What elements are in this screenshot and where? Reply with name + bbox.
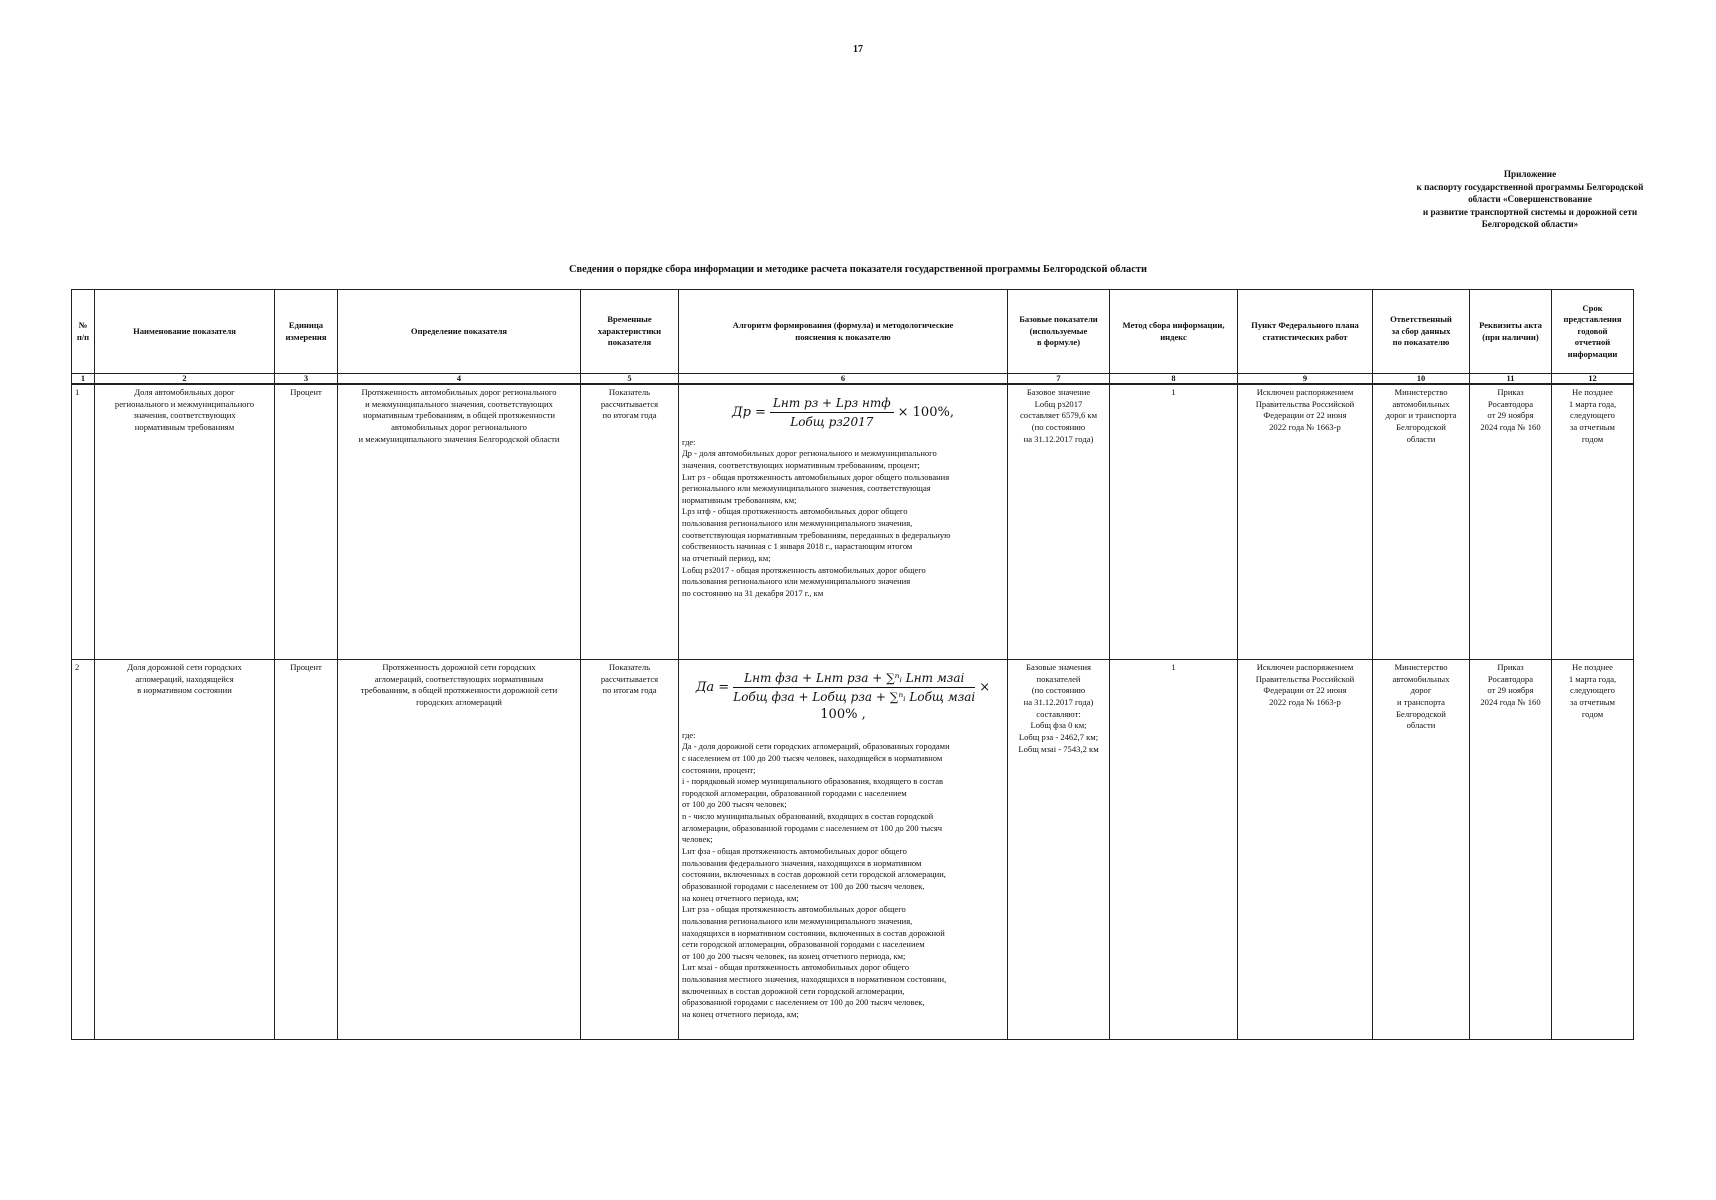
- explanation-line: Lнт фза - общая протяженность автомобильных дорог общего: [682, 846, 907, 857]
- column-number: 4: [338, 374, 581, 385]
- page-number: 17: [853, 44, 863, 55]
- column-header: [1470, 290, 1552, 374]
- explanation-line: Да - доля дорожной сети городских агломераций, образованных городами: [682, 741, 950, 752]
- reporting-deadline-line: Не позднее: [1572, 387, 1613, 397]
- column-number: 6: [679, 374, 1008, 385]
- explanation-line: Lнт рза - общая протяженность автомобильных дорог общего: [682, 904, 906, 915]
- base-values-line: на 31.12.2017 года): [1023, 697, 1094, 708]
- explanation-line: i - порядковый номер муниципального образования, входящего в состав: [682, 776, 944, 787]
- explanation-line: соответствующая нормативным требованиям, переданных в федеральную: [682, 529, 951, 540]
- indicator-name-line: регионального и межмуниципального: [114, 398, 255, 409]
- column-header-line: измерения: [285, 331, 327, 342]
- column-header-line: (при наличии): [1482, 331, 1539, 342]
- column-header: [338, 290, 581, 374]
- responsible-body-line: и транспорта: [1397, 697, 1445, 708]
- explanation-line: Lобщ рз2017 - общая протяженность автомобильных дорог общего: [682, 564, 926, 575]
- explanation-line: на отчетный период, км;: [682, 553, 771, 564]
- formula-lhs: Др =: [732, 404, 766, 420]
- column-header-line: отчетной: [1574, 337, 1611, 348]
- column-header-line: Алгоритм формирования (формула) и методологические: [732, 320, 954, 331]
- formula-numerator: Lнт рз + Lрз нтф: [770, 395, 894, 413]
- column-header: [1373, 290, 1470, 374]
- reporting-deadline-line: за отчетным: [1570, 697, 1615, 708]
- column-header-line: Реквизиты акта: [1479, 320, 1542, 331]
- federal-plan-item-line: Федерации от 22 июня: [1263, 410, 1347, 421]
- explanation-line: где:: [682, 729, 696, 740]
- column-header-line: годовой: [1577, 325, 1608, 336]
- explanation-line: собственность начиная с 1 января 2018 г., нарастающим итогом: [682, 541, 913, 552]
- time-characteristic-line: рассчитывается: [600, 673, 659, 684]
- column-number: 10: [1373, 374, 1470, 385]
- explanation-line: регионального или межмуниципального значения, соответствующая: [682, 483, 931, 494]
- column-header-line: Ответственный: [1390, 314, 1452, 325]
- time-characteristic-line: по итогам года: [602, 410, 657, 421]
- base-values-line: (по состоянию: [1031, 685, 1086, 696]
- explanation-line: состоянии, процент;: [682, 764, 756, 775]
- formula-numerator: Lнт фза + Lнт рза + ∑ⁿᵢ Lнт мзаi: [733, 670, 975, 688]
- explanation-line: где:: [682, 436, 696, 447]
- reporting-deadline: [1552, 384, 1634, 660]
- time-characteristic: [581, 384, 679, 660]
- column-header-line: Пункт Федерального плана: [1251, 320, 1359, 331]
- appendix-line: Белгородской области»: [1481, 219, 1579, 230]
- table-row: [72, 384, 1634, 660]
- base-values-line: Lобщ фза 0 км;: [1030, 720, 1087, 731]
- indicator-definition-line: Протяженность дорожной сети городских: [382, 662, 536, 672]
- column-header-line: Наименование показателя: [133, 325, 236, 336]
- explanation-line: пользования регионального или межмуниципального значения,: [682, 518, 913, 529]
- time-characteristic: [581, 660, 679, 1040]
- base-values-line: составляет 6579,6 км: [1019, 410, 1098, 421]
- explanation-line: Др - доля автомобильных дорог регионального и межмуниципального: [682, 448, 937, 459]
- explanation-line: агломерации, образованной городами с населением от 100 до 200 тысяч: [682, 822, 943, 833]
- column-number: 5: [581, 374, 679, 385]
- explanation-line: пользования местного значения, находящихся в нормативном состоянии,: [682, 974, 947, 985]
- responsible-body-line: дорог и транспорта: [1385, 410, 1457, 421]
- base-values: [1008, 384, 1110, 660]
- column-header-line: Базовые показатели: [1019, 314, 1098, 325]
- table-row: [72, 660, 1634, 1040]
- column-header-line: Единица: [288, 320, 324, 331]
- column-header-line: характеристики: [597, 325, 662, 336]
- responsible-body-line: области: [1406, 720, 1436, 731]
- reporting-deadline-line: за отчетным: [1570, 422, 1615, 433]
- explanation-line: Lрз нтф - общая протяженность автомобильных дорог общего: [682, 506, 908, 517]
- base-values-line: составляют:: [1036, 708, 1081, 719]
- indicator-name-line: Доля дорожной сети городских: [127, 662, 242, 672]
- time-characteristic-line: по итогам года: [602, 685, 657, 696]
- unit-cell: Процент: [275, 660, 338, 1040]
- base-values-line: Lобщ мзаi - 7543,2 км: [1018, 743, 1099, 754]
- reporting-deadline-line: годом: [1581, 708, 1604, 719]
- federal-plan-item-line: 2022 года № 1663-р: [1269, 697, 1341, 708]
- column-number: 9: [1238, 374, 1373, 385]
- explanation-line: с населением от 100 до 200 тысяч человек, находящейся в нормативном: [682, 752, 943, 763]
- explanation-line: образованной городами с населением от 100 до 200 тысяч человек,: [682, 997, 925, 1008]
- explanation-line: Lнт мзаi - общая протяженность автомобильных дорог общего: [682, 962, 910, 973]
- formula-explanation: [682, 437, 1004, 600]
- explanation-line: нормативным требованиям, км;: [682, 494, 797, 505]
- formula-tail: × 100%,: [897, 404, 954, 420]
- explanation-line: включенных в состав дорожной сети городской агломерации,: [682, 985, 905, 996]
- base-values-line: (по состоянию: [1031, 422, 1086, 433]
- act-details-line: Росавтодора: [1487, 398, 1534, 409]
- formula-denominator: Lобщ рз2017: [790, 415, 874, 430]
- formula-denominator: Lобщ фза + Lобщ рза + ∑ⁿᵢ Lобщ мзаi: [733, 690, 976, 705]
- column-number: 7: [1008, 374, 1110, 385]
- column-header: [1552, 290, 1634, 374]
- federal-plan-item-line: 2022 года № 1663-р: [1269, 422, 1341, 433]
- column-header-line: Срок: [1582, 303, 1603, 314]
- column-header-line: Временные: [607, 314, 652, 325]
- indicator-definition-line: требованиям, в общей протяженности дорожной сети: [360, 685, 558, 696]
- reporting-deadline-line: годом: [1581, 433, 1604, 444]
- explanation-line: значения, соответствующих нормативным требованиям, процент;: [682, 459, 920, 470]
- column-number: 2: [95, 374, 275, 385]
- responsible-body: [1373, 384, 1470, 660]
- header-row: [72, 290, 1634, 374]
- act-details: [1470, 384, 1552, 660]
- column-number: 8: [1110, 374, 1238, 385]
- column-header: [72, 290, 95, 374]
- federal-plan-item-line: Правительства Российской: [1255, 673, 1355, 684]
- explanation-line: на конец отчетного периода, км;: [682, 892, 799, 903]
- federal-plan-item-line: Исключен распоряжением: [1256, 662, 1354, 672]
- indicator-definition: [338, 384, 581, 660]
- reporting-deadline-line: 1 марта года,: [1568, 398, 1617, 409]
- column-header-line: №: [78, 320, 88, 331]
- column-number-row: [72, 374, 1634, 385]
- column-header: [581, 290, 679, 374]
- row-number: 1: [72, 384, 95, 660]
- time-characteristic-line: Показатель: [608, 387, 651, 397]
- column-header-line: индекс: [1160, 331, 1187, 342]
- indicator-definition-line: агломераций, соответствующих нормативным: [374, 673, 544, 684]
- formula-lhs: Дa =: [695, 679, 730, 695]
- act-details-line: 2024 года № 160: [1480, 697, 1541, 708]
- appendix-line: Приложение: [1503, 169, 1557, 179]
- responsible-body-line: Министерство: [1394, 662, 1448, 672]
- formula: [682, 670, 1004, 724]
- indicator-definition: [338, 660, 581, 1040]
- formula-fraction: [733, 670, 975, 706]
- appendix-line: области «Совершенствование: [1468, 194, 1592, 205]
- indicator-table: [71, 289, 1634, 1040]
- column-number: 1: [72, 374, 95, 385]
- responsible-body-line: Министерство: [1394, 387, 1448, 397]
- column-header: [1238, 290, 1373, 374]
- responsible-body-line: области: [1406, 433, 1436, 444]
- federal-plan-item: [1238, 660, 1373, 1040]
- act-details-line: Приказ: [1497, 387, 1524, 397]
- column-header-line: показателя: [607, 337, 652, 348]
- column-header-line: (используемые: [1029, 325, 1088, 336]
- column-header-line: Определение показателя: [410, 325, 508, 336]
- column-header: [1008, 290, 1110, 374]
- column-header-line: статистических работ: [1262, 331, 1348, 342]
- act-details-line: Росавтодора: [1487, 673, 1534, 684]
- formula-cell: [679, 384, 1008, 660]
- indicator-definition-line: автомобильных дорог регионального: [391, 422, 527, 433]
- explanation-line: на конец отчетного периода, км;: [682, 1009, 799, 1020]
- explanation-line: от 100 до 200 тысяч человек, на конец отчетного периода, км;: [682, 950, 906, 961]
- collection-method: 1: [1110, 660, 1238, 1040]
- column-header: [275, 290, 338, 374]
- federal-plan-item-line: Федерации от 22 июня: [1263, 685, 1347, 696]
- responsible-body-line: автомобильных: [1392, 673, 1450, 684]
- explanation-line: состоянии, включенных в состав дорожной сети городской агломерации,: [682, 869, 946, 880]
- column-header-line: по показателю: [1392, 337, 1450, 348]
- appendix-line: и развитие транспортной системы и дорожной сети: [1422, 206, 1638, 217]
- column-header-line: информации: [1567, 348, 1618, 359]
- base-values-line: на 31.12.2017 года): [1023, 433, 1094, 444]
- explanation-line: пользования регионального или межмуниципального значения,: [682, 915, 913, 926]
- base-values-line: Базовые значения: [1026, 662, 1091, 672]
- column-number: 3: [275, 374, 338, 385]
- column-header: [95, 290, 275, 374]
- responsible-body-line: Белгородской: [1396, 422, 1446, 433]
- document-title: Сведения о порядке сбора информации и методике расчета показателя государственной программы Белгородской области: [569, 264, 1147, 275]
- explanation-line: образованной городами с населением от 100 до 200 тысяч человек,: [682, 880, 925, 891]
- column-header-line: представления: [1563, 314, 1622, 325]
- indicator-definition-line: городских агломераций: [416, 697, 502, 708]
- indicator-definition-line: Протяженность автомобильных дорог регионального: [361, 387, 557, 397]
- explanation-line: человек;: [682, 834, 713, 845]
- formula: [682, 395, 1004, 431]
- responsible-body: [1373, 660, 1470, 1040]
- explanation-line: пользования федерального значения, находящихся в нормативном: [682, 857, 922, 868]
- act-details-line: 2024 года № 160: [1480, 422, 1541, 433]
- indicator-name: [95, 384, 275, 660]
- reporting-deadline: [1552, 660, 1634, 1040]
- federal-plan-item-line: Правительства Российской: [1255, 398, 1355, 409]
- column-header: [1110, 290, 1238, 374]
- appendix-block: [1360, 168, 1700, 231]
- indicator-definition-line: и межмуниципального значения Белгородской области: [358, 433, 560, 444]
- explanation-line: Lнт рз - общая протяженность автомобильных дорог общего пользования: [682, 471, 950, 482]
- explanation-line: городской агломерации, образованной городами с населением: [682, 787, 907, 798]
- formula-fraction: [770, 395, 894, 431]
- act-details: [1470, 660, 1552, 1040]
- base-values-line: Lобщ рз2017: [1034, 398, 1083, 409]
- act-details-line: от 29 ноября: [1487, 685, 1534, 696]
- column-number: 11: [1470, 374, 1552, 385]
- responsible-body-line: Белгородской: [1396, 708, 1446, 719]
- explanation-line: находящихся в нормативном состоянии, включенных в состав дорожной: [682, 927, 945, 938]
- column-number: 12: [1552, 374, 1634, 385]
- column-header-line: Метод сбора информации,: [1122, 320, 1225, 331]
- column-header-line: пояснения к показателю: [795, 331, 891, 342]
- appendix-line: к паспорту государственной программы Белгородской: [1416, 181, 1644, 192]
- time-characteristic-line: рассчитывается: [600, 398, 659, 409]
- collection-method: 1: [1110, 384, 1238, 660]
- base-values-line: показателей: [1036, 673, 1081, 684]
- responsible-body-line: дорог: [1410, 685, 1432, 696]
- act-details-line: Приказ: [1497, 662, 1524, 672]
- explanation-line: n - число муниципальных образований, входящих в состав городской: [682, 811, 934, 822]
- reporting-deadline-line: следующего: [1570, 410, 1615, 421]
- responsible-body-line: автомобильных: [1392, 398, 1450, 409]
- formula-tail: × 100% ,: [820, 679, 991, 722]
- indicator-name-line: значения, соответствующих: [133, 410, 236, 421]
- indicator-name-line: в нормативном состоянии: [137, 685, 232, 696]
- reporting-deadline-line: 1 марта года,: [1568, 673, 1617, 684]
- indicator-name-line: Доля автомобильных дорог: [134, 387, 235, 397]
- indicator-definition-line: нормативным требованиям, в общей протяженности: [363, 410, 555, 421]
- base-values-line: Базовое значение: [1026, 387, 1091, 397]
- column-header-line: за сбор данных: [1391, 325, 1451, 336]
- indicator-name: [95, 660, 275, 1040]
- column-header: [679, 290, 1008, 374]
- formula-explanation: [682, 730, 1004, 1021]
- base-values: [1008, 660, 1110, 1040]
- reporting-deadline-line: Не позднее: [1572, 662, 1613, 672]
- time-characteristic-line: Показатель: [608, 662, 651, 672]
- federal-plan-item: [1238, 384, 1373, 660]
- formula-cell: [679, 660, 1008, 1040]
- column-header-line: в формуле): [1036, 337, 1081, 348]
- column-header-line: п/п: [76, 331, 90, 342]
- indicator-name-line: нормативным требованиям: [134, 422, 235, 433]
- explanation-line: пользования регионального или межмуниципального значения: [682, 576, 911, 587]
- unit-cell: Процент: [275, 384, 338, 660]
- federal-plan-item-line: Исключен распоряжением: [1256, 387, 1354, 397]
- row-number: 2: [72, 660, 95, 1040]
- indicator-name-line: агломераций, находящейся: [135, 673, 234, 684]
- explanation-line: по состоянию на 31 декабря 2017 г., км: [682, 587, 824, 598]
- indicator-definition-line: и межмуниципального значения, соответствующих: [365, 398, 553, 409]
- explanation-line: сети городской агломерации, образованной городами с населением: [682, 939, 925, 950]
- explanation-line: от 100 до 200 тысяч человек;: [682, 799, 787, 810]
- act-details-line: от 29 ноября: [1487, 410, 1534, 421]
- reporting-deadline-line: следующего: [1570, 685, 1615, 696]
- base-values-line: Lобщ рза - 2462,7 км;: [1018, 732, 1099, 743]
